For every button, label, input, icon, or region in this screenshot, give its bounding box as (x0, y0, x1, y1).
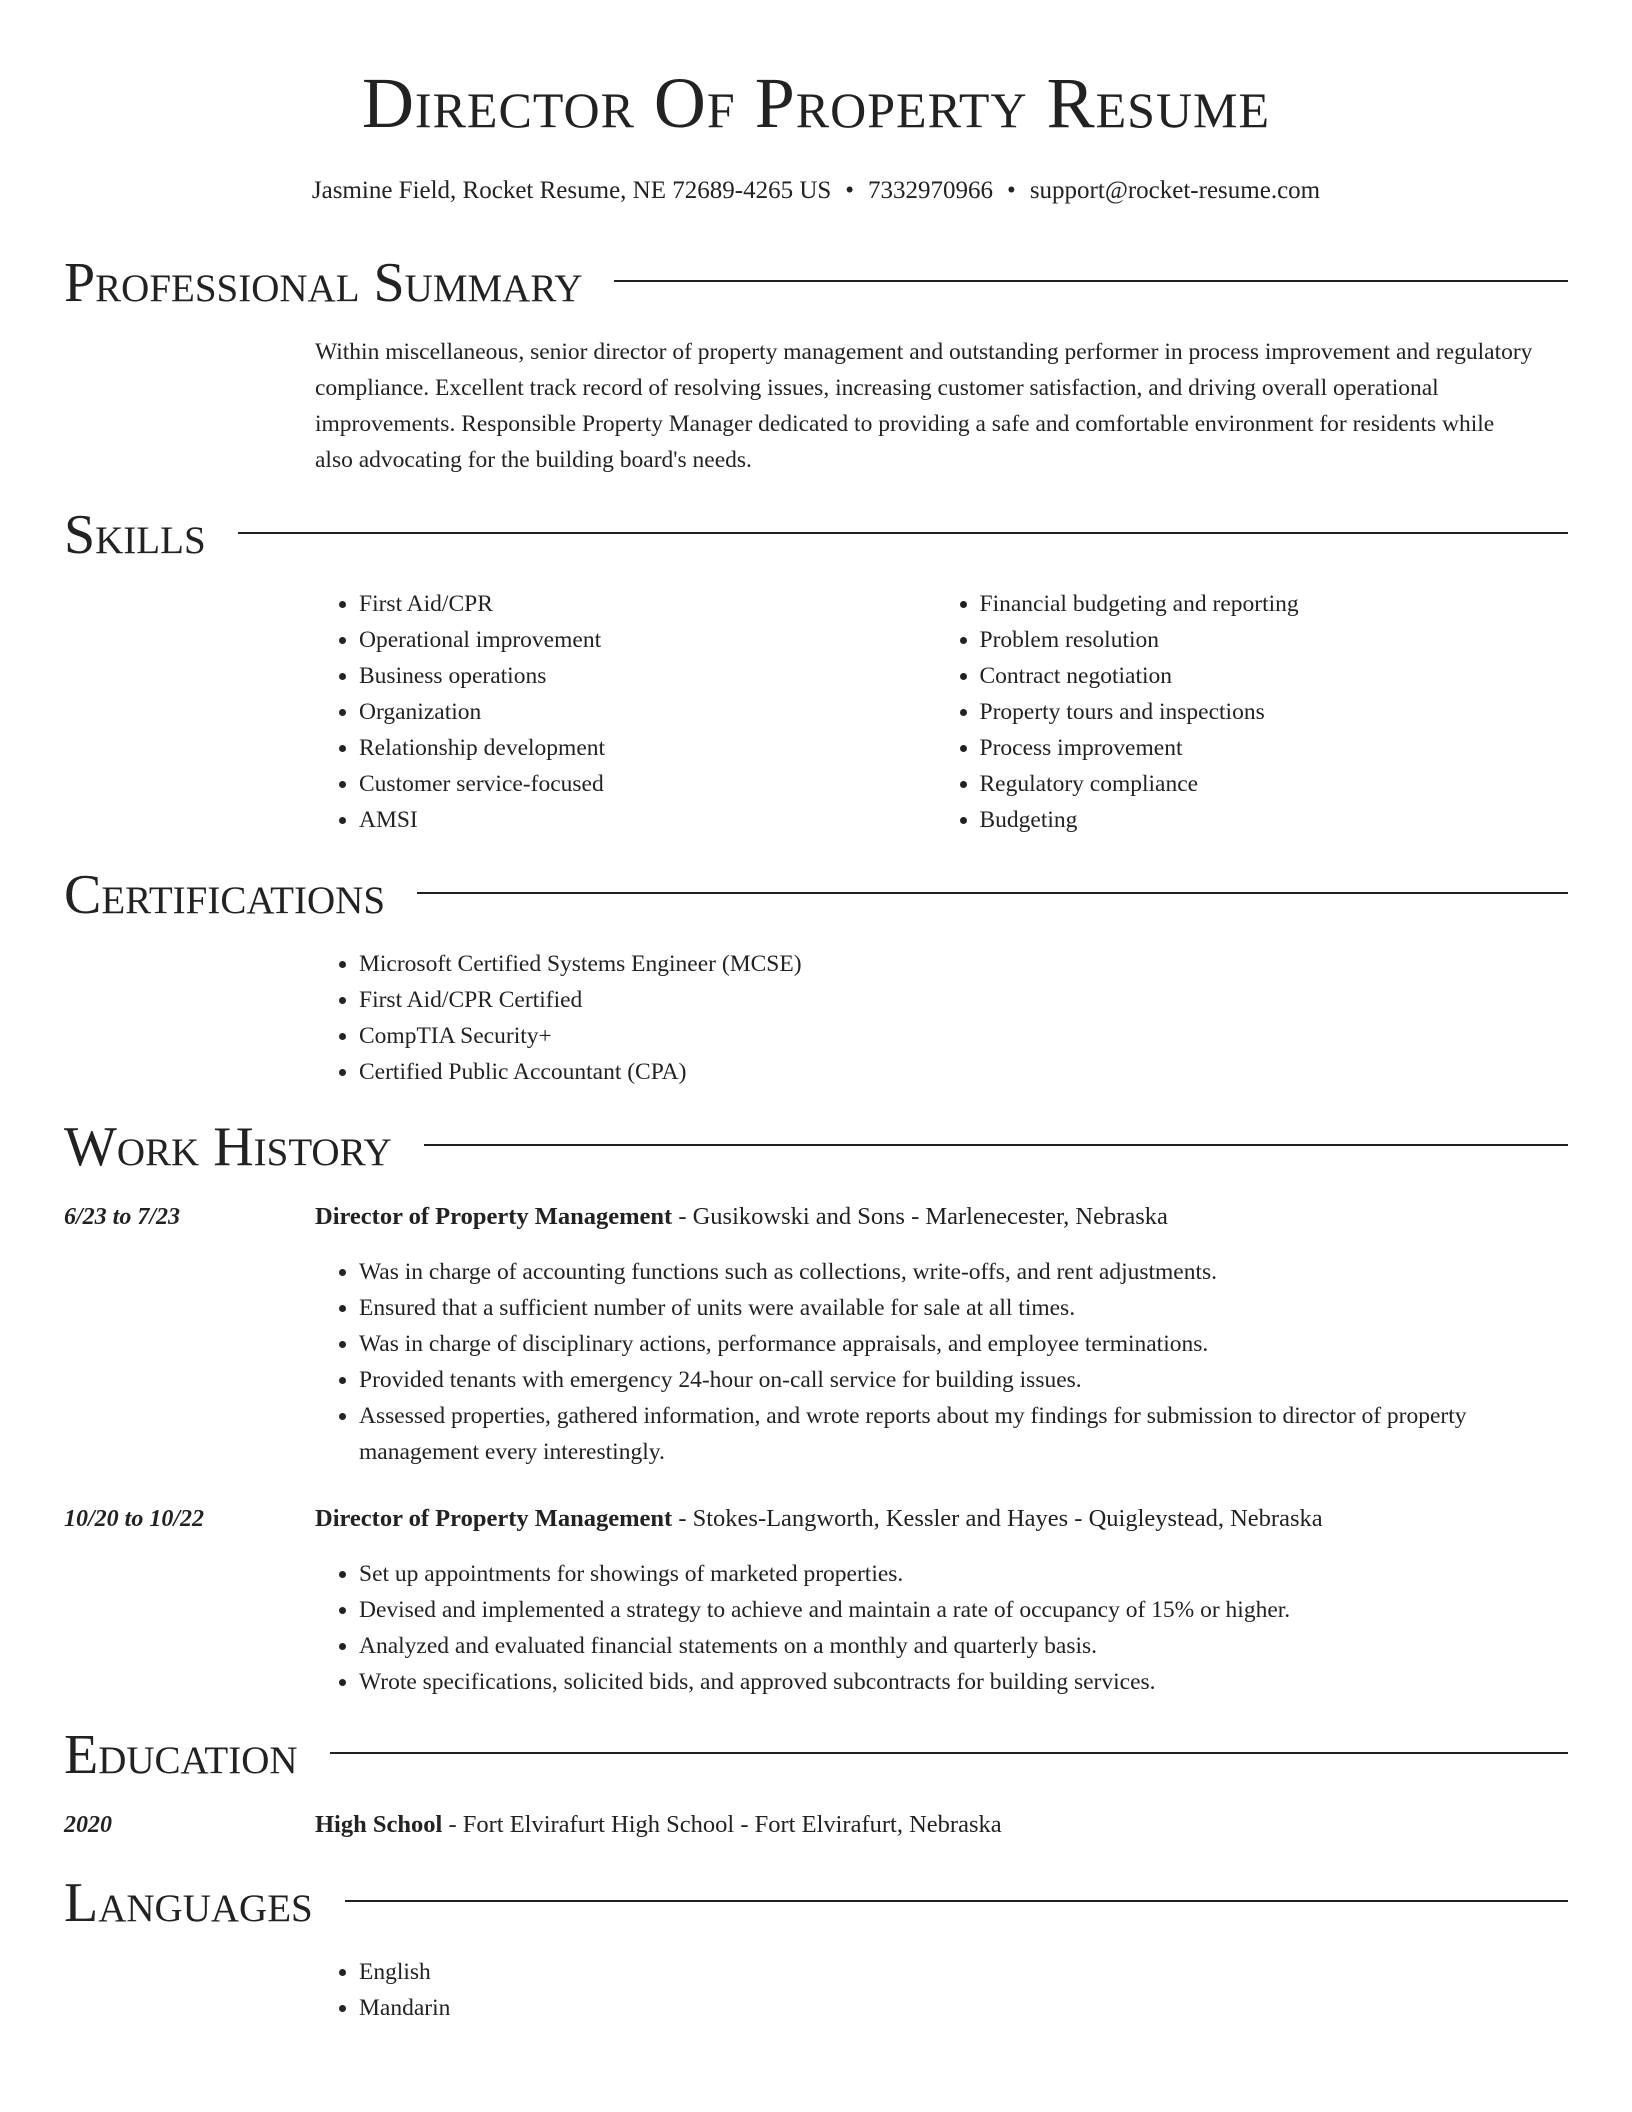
section-divider (238, 532, 1568, 534)
section-header-summary (64, 250, 1568, 316)
skill-item: • Business operations (359, 658, 926, 694)
language-item: • English (359, 1954, 1536, 1990)
contact-separator: • (1007, 177, 1016, 204)
job-bullet: • Wrote specifications, solicited bids, and approved subcontracts for building services. (359, 1664, 1536, 1700)
job-dates: 6/23 to 7/23 (64, 1204, 181, 1230)
job-bullet: • Devised and implemented a strategy to achieve and maintain a rate of occupancy of 15% or higher. (359, 1592, 1536, 1628)
section-divider (424, 1144, 1568, 1146)
section-divider (614, 280, 1568, 282)
job-title: Director of Property Management (315, 1203, 673, 1230)
job-bullets (315, 1254, 1536, 1470)
skill-item: • Regulatory compliance (980, 766, 1537, 802)
section-divider (417, 892, 1568, 894)
certification-item: • Certified Public Accountant (CPA) (359, 1054, 1536, 1090)
contact-email: support@rocket-resume.com (1029, 177, 1321, 204)
skill-item: • Budgeting (980, 802, 1537, 838)
job-title: Director of Property Management (315, 1505, 673, 1532)
skill-item: • First Aid/CPR (359, 586, 926, 622)
job-bullet: • Ensured that a sufficient number of units were available for sale at all times. (359, 1290, 1536, 1326)
certification-item: • Microsoft Certified Systems Engineer (MCSE) (359, 946, 1536, 982)
languages-list (315, 1954, 1536, 2026)
section-divider (345, 1900, 1568, 1902)
skill-item: • Process improvement (980, 730, 1537, 766)
job-dates: 10/20 to 10/22 (64, 1506, 205, 1532)
education-degree: High School (315, 1811, 443, 1838)
section-title: Professional Summary (64, 252, 583, 314)
job-header (315, 1200, 1536, 1234)
summary-text: Within miscellaneous, senior director of property management and outstanding performer in process improvement and regulatory compliance. Excellent track record of resolving issues, increasing customer satisfaction, and driving overall operational improvements. Responsible Property Manager dedicated to providing a safe and comfortable environment for residents while also advocating for the building board's needs. (315, 339, 1533, 473)
job-bullets (315, 1556, 1536, 1700)
skills-grid (315, 586, 1536, 838)
section-title: Skills (64, 504, 206, 566)
job-bullet: • Analyzed and evaluated financial statements on a monthly and quarterly basis. (359, 1628, 1536, 1664)
job-bullet: • Was in charge of accounting functions such as collections, write-offs, and rent adjustments. (359, 1254, 1536, 1290)
job-employer: - Gusikowski and Sons - Marlenecester, Nebraska (672, 1203, 1168, 1230)
education-school: - Fort Elvirafurt High School - Fort Elvirafurt, Nebraska (442, 1811, 1002, 1838)
section-title: Education (64, 1724, 298, 1786)
contact-separator: • (845, 177, 855, 204)
skill-item: • Customer service-focused (359, 766, 926, 802)
skills-column-left (315, 586, 926, 838)
contact-line (0, 174, 1632, 208)
job-header (315, 1502, 1536, 1536)
section-title: Languages (64, 1872, 313, 1934)
contact-phone: 7332970966 (868, 177, 994, 204)
section-title: Work History (64, 1116, 392, 1178)
certification-item: • First Aid/CPR Certified (359, 982, 1536, 1018)
skill-item: • AMSI (359, 802, 926, 838)
section-header-languages (64, 1870, 1568, 1936)
section-title: Certifications (64, 864, 386, 926)
skill-item: • Organization (359, 694, 926, 730)
education-entry (315, 1808, 1536, 1842)
skill-item: • Financial budgeting and reporting (980, 586, 1537, 622)
section-header-certifications (64, 862, 1568, 928)
section-header-skills (64, 502, 1568, 568)
job-bullet: • Was in charge of disciplinary actions, performance appraisals, and employee terminations. (359, 1326, 1536, 1362)
skill-item: • Property tours and inspections (980, 694, 1537, 730)
skill-item: • Relationship development (359, 730, 926, 766)
job-employer: - Stokes-Langworth, Kessler and Hayes - Quigleystead, Nebraska (672, 1505, 1323, 1532)
language-item: • Mandarin (359, 1990, 1536, 2026)
section-header-education (64, 1722, 1568, 1788)
contact-address: Jasmine Field, Rocket Resume, NE 72689-4265 US (311, 177, 832, 204)
certification-item: • CompTIA Security+ (359, 1018, 1536, 1054)
section-divider (330, 1752, 1568, 1754)
section-header-work-history (64, 1114, 1568, 1180)
job-bullet: • Provided tenants with emergency 24-hour on-call service for building issues. (359, 1362, 1536, 1398)
education-year: 2020 (64, 1812, 112, 1838)
job-bullet: • Assessed properties, gathered information, and wrote reports about my findings for submission to director of property management every interestingly. (359, 1398, 1536, 1470)
page-title: Director Of Property Resume (361, 63, 1271, 143)
skills-column-right (926, 586, 1537, 838)
skill-item: • Problem resolution (980, 622, 1537, 658)
skill-item: • Contract negotiation (980, 658, 1537, 694)
job-bullet: • Set up appointments for showings of marketed properties. (359, 1556, 1536, 1592)
certifications-list (315, 946, 1536, 1090)
skill-item: • Operational improvement (359, 622, 926, 658)
